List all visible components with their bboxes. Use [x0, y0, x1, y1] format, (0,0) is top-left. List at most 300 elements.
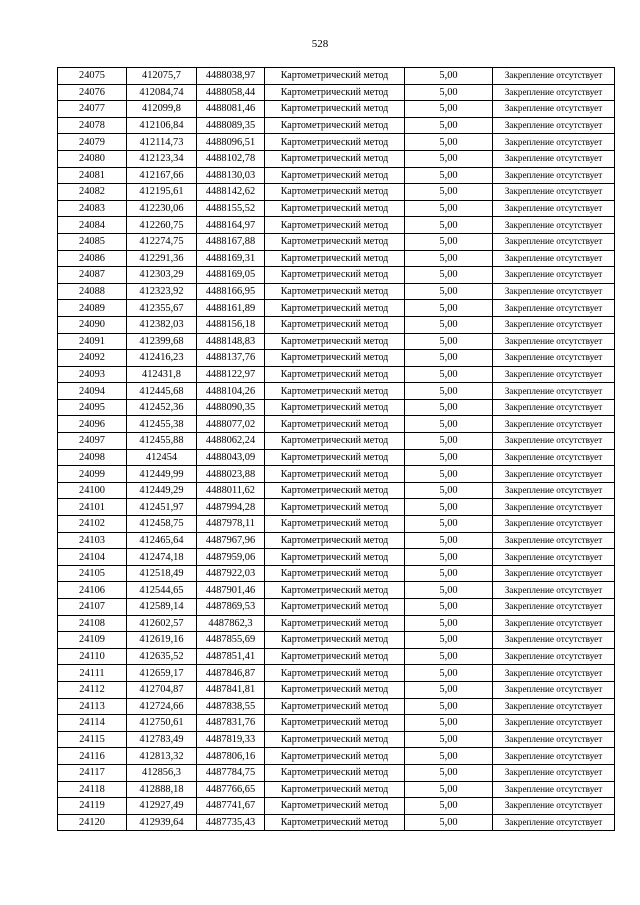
- accuracy-cell: 5,00: [405, 466, 493, 483]
- table-row: [58, 814, 615, 831]
- point-number-cell: 24085: [58, 233, 127, 250]
- method-cell: Картометрический метод: [265, 549, 405, 566]
- y-coordinate-cell: 4488104,26: [197, 383, 265, 400]
- method-cell: Картометрический метод: [265, 731, 405, 748]
- y-coordinate-cell: 4487784,75: [197, 764, 265, 781]
- y-coordinate-cell: 4487967,96: [197, 532, 265, 549]
- table-row: [58, 433, 615, 450]
- table-row: [58, 715, 615, 732]
- method-cell: Картометрический метод: [265, 748, 405, 765]
- point-number-cell: 24118: [58, 781, 127, 798]
- y-coordinate-cell: 4488130,03: [197, 167, 265, 184]
- fixation-cell: Закрепление отсутствует: [493, 516, 615, 533]
- x-coordinate-cell: 412544,65: [127, 582, 197, 599]
- point-number-cell: 24083: [58, 200, 127, 217]
- point-number-cell: 24111: [58, 665, 127, 682]
- coordinates-table: [57, 67, 615, 831]
- y-coordinate-cell: 4487766,65: [197, 781, 265, 798]
- table-row: [58, 150, 615, 167]
- fixation-cell: Закрепление отсутствует: [493, 134, 615, 151]
- table-row: [58, 350, 615, 367]
- table-row: [58, 283, 615, 300]
- table-row: [58, 333, 615, 350]
- method-cell: Картометрический метод: [265, 715, 405, 732]
- accuracy-cell: 5,00: [405, 350, 493, 367]
- x-coordinate-cell: 412382,03: [127, 316, 197, 333]
- table-row: [58, 416, 615, 433]
- fixation-cell: Закрепление отсутствует: [493, 416, 615, 433]
- table-row: [58, 134, 615, 151]
- accuracy-cell: 5,00: [405, 433, 493, 450]
- y-coordinate-cell: 4487994,28: [197, 499, 265, 516]
- fixation-cell: Закрепление отсутствует: [493, 731, 615, 748]
- accuracy-cell: 5,00: [405, 715, 493, 732]
- point-number-cell: 24116: [58, 748, 127, 765]
- accuracy-cell: 5,00: [405, 449, 493, 466]
- method-cell: Картометрический метод: [265, 615, 405, 632]
- method-cell: Картометрический метод: [265, 565, 405, 582]
- fixation-cell: Закрепление отсутствует: [493, 184, 615, 201]
- accuracy-cell: 5,00: [405, 366, 493, 383]
- accuracy-cell: 5,00: [405, 648, 493, 665]
- y-coordinate-cell: 4488062,24: [197, 433, 265, 450]
- accuracy-cell: 5,00: [405, 117, 493, 134]
- method-cell: Картометрический метод: [265, 117, 405, 134]
- table-row: [58, 84, 615, 101]
- method-cell: Картометрический метод: [265, 814, 405, 831]
- accuracy-cell: 5,00: [405, 300, 493, 317]
- fixation-cell: Закрепление отсутствует: [493, 715, 615, 732]
- point-number-cell: 24115: [58, 731, 127, 748]
- point-number-cell: 24112: [58, 681, 127, 698]
- fixation-cell: Закрепление отсутствует: [493, 781, 615, 798]
- method-cell: Картометрический метод: [265, 632, 405, 649]
- point-number-cell: 24076: [58, 84, 127, 101]
- point-number-cell: 24080: [58, 150, 127, 167]
- y-coordinate-cell: 4488169,05: [197, 267, 265, 284]
- x-coordinate-cell: 412449,99: [127, 466, 197, 483]
- point-number-cell: 24089: [58, 300, 127, 317]
- table-row: [58, 781, 615, 798]
- method-cell: Картометрический метод: [265, 466, 405, 483]
- point-number-cell: 24078: [58, 117, 127, 134]
- fixation-cell: Закрепление отсутствует: [493, 250, 615, 267]
- fixation-cell: Закрепление отсутствует: [493, 549, 615, 566]
- fixation-cell: Закрепление отсутствует: [493, 267, 615, 284]
- y-coordinate-cell: 4488164,97: [197, 217, 265, 234]
- table-row: [58, 267, 615, 284]
- table-row: [58, 764, 615, 781]
- table-row: [58, 300, 615, 317]
- accuracy-cell: 5,00: [405, 632, 493, 649]
- table-row: [58, 798, 615, 815]
- table-row: [58, 532, 615, 549]
- point-number-cell: 24102: [58, 516, 127, 533]
- y-coordinate-cell: 4487978,11: [197, 516, 265, 533]
- y-coordinate-cell: 4488161,89: [197, 300, 265, 317]
- point-number-cell: 24113: [58, 698, 127, 715]
- y-coordinate-cell: 4488167,88: [197, 233, 265, 250]
- point-number-cell: 24099: [58, 466, 127, 483]
- x-coordinate-cell: 412355,67: [127, 300, 197, 317]
- method-cell: Картометрический метод: [265, 233, 405, 250]
- fixation-cell: Закрепление отсутствует: [493, 68, 615, 85]
- point-number-cell: 24103: [58, 532, 127, 549]
- accuracy-cell: 5,00: [405, 549, 493, 566]
- method-cell: Картометрический метод: [265, 101, 405, 118]
- table-row: [58, 449, 615, 466]
- method-cell: Картометрический метод: [265, 648, 405, 665]
- fixation-cell: Закрепление отсутствует: [493, 565, 615, 582]
- y-coordinate-cell: 4487901,46: [197, 582, 265, 599]
- method-cell: Картометрический метод: [265, 350, 405, 367]
- accuracy-cell: 5,00: [405, 150, 493, 167]
- y-coordinate-cell: 4488043,09: [197, 449, 265, 466]
- method-cell: Картометрический метод: [265, 316, 405, 333]
- x-coordinate-cell: 412659,17: [127, 665, 197, 682]
- point-number-cell: 24114: [58, 715, 127, 732]
- x-coordinate-cell: 412099,8: [127, 101, 197, 118]
- y-coordinate-cell: 4488096,51: [197, 134, 265, 151]
- point-number-cell: 24119: [58, 798, 127, 815]
- x-coordinate-cell: 412452,36: [127, 399, 197, 416]
- point-number-cell: 24109: [58, 632, 127, 649]
- accuracy-cell: 5,00: [405, 748, 493, 765]
- x-coordinate-cell: 412589,14: [127, 599, 197, 616]
- table-row: [58, 101, 615, 118]
- y-coordinate-cell: 4488090,35: [197, 399, 265, 416]
- method-cell: Картометрический метод: [265, 516, 405, 533]
- x-coordinate-cell: 412619,16: [127, 632, 197, 649]
- fixation-cell: Закрепление отсутствует: [493, 632, 615, 649]
- fixation-cell: Закрепление отсутствует: [493, 532, 615, 549]
- accuracy-cell: 5,00: [405, 764, 493, 781]
- accuracy-cell: 5,00: [405, 599, 493, 616]
- fixation-cell: Закрепление отсутствует: [493, 217, 615, 234]
- method-cell: Картометрический метод: [265, 764, 405, 781]
- y-coordinate-cell: 4488137,76: [197, 350, 265, 367]
- x-coordinate-cell: 412939,64: [127, 814, 197, 831]
- fixation-cell: Закрепление отсутствует: [493, 748, 615, 765]
- x-coordinate-cell: 412927,49: [127, 798, 197, 815]
- fixation-cell: Закрепление отсутствует: [493, 366, 615, 383]
- fixation-cell: Закрепление отсутствует: [493, 798, 615, 815]
- point-number-cell: 24108: [58, 615, 127, 632]
- fixation-cell: Закрепление отсутствует: [493, 117, 615, 134]
- method-cell: Картометрический метод: [265, 184, 405, 201]
- y-coordinate-cell: 4487819,33: [197, 731, 265, 748]
- y-coordinate-cell: 4488081,46: [197, 101, 265, 118]
- point-number-cell: 24104: [58, 549, 127, 566]
- x-coordinate-cell: 412416,23: [127, 350, 197, 367]
- x-coordinate-cell: 412602,57: [127, 615, 197, 632]
- accuracy-cell: 5,00: [405, 781, 493, 798]
- y-coordinate-cell: 4488169,31: [197, 250, 265, 267]
- fixation-cell: Закрепление отсутствует: [493, 433, 615, 450]
- method-cell: Картометрический метод: [265, 200, 405, 217]
- table-row: [58, 399, 615, 416]
- table-row: [58, 632, 615, 649]
- x-coordinate-cell: 412465,64: [127, 532, 197, 549]
- method-cell: Картометрический метод: [265, 134, 405, 151]
- fixation-cell: Закрепление отсутствует: [493, 599, 615, 616]
- y-coordinate-cell: 4488089,35: [197, 117, 265, 134]
- point-number-cell: 24117: [58, 764, 127, 781]
- accuracy-cell: 5,00: [405, 482, 493, 499]
- x-coordinate-cell: 412291,36: [127, 250, 197, 267]
- point-number-cell: 24091: [58, 333, 127, 350]
- fixation-cell: Закрепление отсутствует: [493, 665, 615, 682]
- method-cell: Картометрический метод: [265, 68, 405, 85]
- table-row: [58, 466, 615, 483]
- x-coordinate-cell: 412888,18: [127, 781, 197, 798]
- point-number-cell: 24097: [58, 433, 127, 450]
- y-coordinate-cell: 4487922,03: [197, 565, 265, 582]
- x-coordinate-cell: 412084,74: [127, 84, 197, 101]
- x-coordinate-cell: 412399,68: [127, 333, 197, 350]
- fixation-cell: Закрепление отсутствует: [493, 648, 615, 665]
- x-coordinate-cell: 412274,75: [127, 233, 197, 250]
- x-coordinate-cell: 412431,8: [127, 366, 197, 383]
- table-row: [58, 698, 615, 715]
- x-coordinate-cell: 412075,7: [127, 68, 197, 85]
- fixation-cell: Закрепление отсутствует: [493, 681, 615, 698]
- accuracy-cell: 5,00: [405, 250, 493, 267]
- x-coordinate-cell: 412704,87: [127, 681, 197, 698]
- fixation-cell: Закрепление отсутствует: [493, 283, 615, 300]
- point-number-cell: 24110: [58, 648, 127, 665]
- point-number-cell: 24086: [58, 250, 127, 267]
- accuracy-cell: 5,00: [405, 101, 493, 118]
- y-coordinate-cell: 4487741,67: [197, 798, 265, 815]
- method-cell: Картометрический метод: [265, 383, 405, 400]
- y-coordinate-cell: 4488102,78: [197, 150, 265, 167]
- y-coordinate-cell: 4488023,88: [197, 466, 265, 483]
- method-cell: Картометрический метод: [265, 167, 405, 184]
- accuracy-cell: 5,00: [405, 731, 493, 748]
- y-coordinate-cell: 4487851,41: [197, 648, 265, 665]
- method-cell: Картометрический метод: [265, 499, 405, 516]
- y-coordinate-cell: 4487846,87: [197, 665, 265, 682]
- fixation-cell: Закрепление отсутствует: [493, 764, 615, 781]
- y-coordinate-cell: 4488077,02: [197, 416, 265, 433]
- table-row: [58, 499, 615, 516]
- point-number-cell: 24088: [58, 283, 127, 300]
- x-coordinate-cell: 412260,75: [127, 217, 197, 234]
- fixation-cell: Закрепление отсутствует: [493, 84, 615, 101]
- method-cell: Картометрический метод: [265, 300, 405, 317]
- table-row: [58, 482, 615, 499]
- accuracy-cell: 5,00: [405, 184, 493, 201]
- point-number-cell: 24077: [58, 101, 127, 118]
- accuracy-cell: 5,00: [405, 399, 493, 416]
- table-row: [58, 366, 615, 383]
- x-coordinate-cell: 412458,75: [127, 516, 197, 533]
- accuracy-cell: 5,00: [405, 698, 493, 715]
- accuracy-cell: 5,00: [405, 68, 493, 85]
- point-number-cell: 24093: [58, 366, 127, 383]
- point-number-cell: 24092: [58, 350, 127, 367]
- method-cell: Картометрический метод: [265, 798, 405, 815]
- method-cell: Картометрический метод: [265, 416, 405, 433]
- point-number-cell: 24106: [58, 582, 127, 599]
- point-number-cell: 24084: [58, 217, 127, 234]
- x-coordinate-cell: 412123,34: [127, 150, 197, 167]
- table-row: [58, 184, 615, 201]
- table-row: [58, 665, 615, 682]
- method-cell: Картометрический метод: [265, 681, 405, 698]
- fixation-cell: Закрепление отсутствует: [493, 482, 615, 499]
- table-row: [58, 250, 615, 267]
- accuracy-cell: 5,00: [405, 499, 493, 516]
- accuracy-cell: 5,00: [405, 565, 493, 582]
- y-coordinate-cell: 4488142,62: [197, 184, 265, 201]
- fixation-cell: Закрепление отсутствует: [493, 333, 615, 350]
- y-coordinate-cell: 4488122,97: [197, 366, 265, 383]
- fixation-cell: Закрепление отсутствует: [493, 316, 615, 333]
- y-coordinate-cell: 4487838,55: [197, 698, 265, 715]
- table-row: [58, 383, 615, 400]
- point-number-cell: 24090: [58, 316, 127, 333]
- x-coordinate-cell: 412454: [127, 449, 197, 466]
- accuracy-cell: 5,00: [405, 582, 493, 599]
- fixation-cell: Закрепление отсутствует: [493, 582, 615, 599]
- fixation-cell: Закрепление отсутствует: [493, 383, 615, 400]
- accuracy-cell: 5,00: [405, 516, 493, 533]
- accuracy-cell: 5,00: [405, 681, 493, 698]
- table-row: [58, 217, 615, 234]
- x-coordinate-cell: 412195,61: [127, 184, 197, 201]
- method-cell: Картометрический метод: [265, 433, 405, 450]
- fixation-cell: Закрепление отсутствует: [493, 167, 615, 184]
- x-coordinate-cell: 412750,61: [127, 715, 197, 732]
- y-coordinate-cell: 4487806,16: [197, 748, 265, 765]
- x-coordinate-cell: 412635,52: [127, 648, 197, 665]
- method-cell: Картометрический метод: [265, 665, 405, 682]
- table-row: [58, 681, 615, 698]
- accuracy-cell: 5,00: [405, 217, 493, 234]
- method-cell: Картометрический метод: [265, 366, 405, 383]
- x-coordinate-cell: 412445,68: [127, 383, 197, 400]
- accuracy-cell: 5,00: [405, 333, 493, 350]
- y-coordinate-cell: 4487841,81: [197, 681, 265, 698]
- table-row: [58, 731, 615, 748]
- point-number-cell: 24082: [58, 184, 127, 201]
- table-body: [58, 68, 615, 831]
- x-coordinate-cell: 412230,06: [127, 200, 197, 217]
- point-number-cell: 24075: [58, 68, 127, 85]
- y-coordinate-cell: 4488166,95: [197, 283, 265, 300]
- fixation-cell: Закрепление отсутствует: [493, 200, 615, 217]
- x-coordinate-cell: 412114,73: [127, 134, 197, 151]
- y-coordinate-cell: 4487959,06: [197, 549, 265, 566]
- y-coordinate-cell: 4488038,97: [197, 68, 265, 85]
- x-coordinate-cell: 412474,18: [127, 549, 197, 566]
- method-cell: Картометрический метод: [265, 217, 405, 234]
- accuracy-cell: 5,00: [405, 267, 493, 284]
- accuracy-cell: 5,00: [405, 134, 493, 151]
- point-number-cell: 24079: [58, 134, 127, 151]
- table-row: [58, 233, 615, 250]
- fixation-cell: Закрепление отсутствует: [493, 814, 615, 831]
- method-cell: Картометрический метод: [265, 582, 405, 599]
- table-row: [58, 549, 615, 566]
- x-coordinate-cell: 412167,66: [127, 167, 197, 184]
- fixation-cell: Закрепление отсутствует: [493, 101, 615, 118]
- accuracy-cell: 5,00: [405, 798, 493, 815]
- point-number-cell: 24095: [58, 399, 127, 416]
- fixation-cell: Закрепление отсутствует: [493, 350, 615, 367]
- y-coordinate-cell: 4488148,83: [197, 333, 265, 350]
- accuracy-cell: 5,00: [405, 233, 493, 250]
- table-row: [58, 582, 615, 599]
- x-coordinate-cell: 412455,38: [127, 416, 197, 433]
- method-cell: Картометрический метод: [265, 333, 405, 350]
- x-coordinate-cell: 412449,29: [127, 482, 197, 499]
- point-number-cell: 24094: [58, 383, 127, 400]
- x-coordinate-cell: 412323,92: [127, 283, 197, 300]
- accuracy-cell: 5,00: [405, 200, 493, 217]
- y-coordinate-cell: 4488058,44: [197, 84, 265, 101]
- y-coordinate-cell: 4488011,62: [197, 482, 265, 499]
- method-cell: Картометрический метод: [265, 84, 405, 101]
- accuracy-cell: 5,00: [405, 532, 493, 549]
- table-row: [58, 316, 615, 333]
- table-row: [58, 599, 615, 616]
- y-coordinate-cell: 4488155,52: [197, 200, 265, 217]
- table-row: [58, 516, 615, 533]
- table-row: [58, 615, 615, 632]
- accuracy-cell: 5,00: [405, 814, 493, 831]
- fixation-cell: Закрепление отсутствует: [493, 399, 615, 416]
- method-cell: Картометрический метод: [265, 283, 405, 300]
- point-number-cell: 24105: [58, 565, 127, 582]
- point-number-cell: 24107: [58, 599, 127, 616]
- x-coordinate-cell: 412451,97: [127, 499, 197, 516]
- table-row: [58, 565, 615, 582]
- accuracy-cell: 5,00: [405, 665, 493, 682]
- method-cell: Картометрический метод: [265, 781, 405, 798]
- point-number-cell: 24087: [58, 267, 127, 284]
- method-cell: Картометрический метод: [265, 250, 405, 267]
- y-coordinate-cell: 4488156,18: [197, 316, 265, 333]
- point-number-cell: 24096: [58, 416, 127, 433]
- method-cell: Картометрический метод: [265, 399, 405, 416]
- accuracy-cell: 5,00: [405, 84, 493, 101]
- fixation-cell: Закрепление отсутствует: [493, 150, 615, 167]
- accuracy-cell: 5,00: [405, 416, 493, 433]
- method-cell: Картометрический метод: [265, 150, 405, 167]
- table-row: [58, 167, 615, 184]
- x-coordinate-cell: 412856,3: [127, 764, 197, 781]
- accuracy-cell: 5,00: [405, 316, 493, 333]
- y-coordinate-cell: 4487862,3: [197, 615, 265, 632]
- x-coordinate-cell: 412783,49: [127, 731, 197, 748]
- point-number-cell: 24081: [58, 167, 127, 184]
- y-coordinate-cell: 4487869,53: [197, 599, 265, 616]
- x-coordinate-cell: 412813,32: [127, 748, 197, 765]
- method-cell: Картометрический метод: [265, 599, 405, 616]
- point-number-cell: 24100: [58, 482, 127, 499]
- fixation-cell: Закрепление отсутствует: [493, 233, 615, 250]
- fixation-cell: Закрепление отсутствует: [493, 698, 615, 715]
- point-number-cell: 24098: [58, 449, 127, 466]
- page-number: 528: [311, 38, 329, 50]
- table-row: [58, 200, 615, 217]
- fixation-cell: Закрепление отсутствует: [493, 499, 615, 516]
- x-coordinate-cell: 412106,84: [127, 117, 197, 134]
- table-row: [58, 648, 615, 665]
